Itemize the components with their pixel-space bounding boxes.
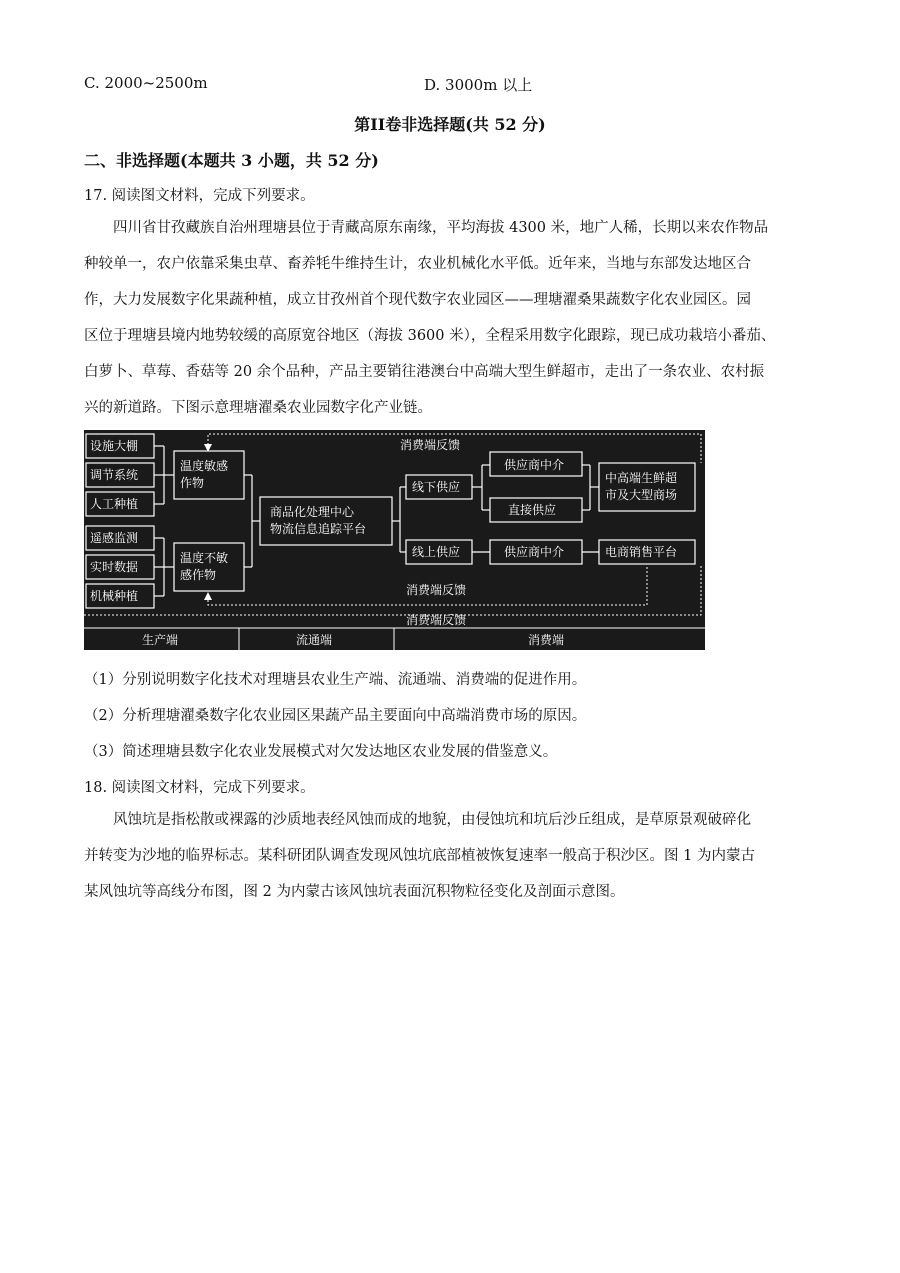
- label-facility: 设施大棚: [90, 439, 139, 453]
- label-ecommerce: 电商销售平台: [605, 545, 678, 559]
- q18-stem: 18. 阅读图文材料，完成下列要求。: [84, 780, 315, 796]
- q17-sub-3: （3）简述理塘县数字化农业发展模式对欠发达地区农业发展的借鉴意义。: [84, 744, 558, 760]
- label-crop-insensitive-2: 感作物: [180, 568, 217, 582]
- label-offline: 线下供应: [412, 480, 461, 494]
- q18-line: 某风蚀坑等高线分布图，图 2 为内蒙古该风蚀坑表面沉积物粒径变化及剖面示意图。: [84, 884, 625, 900]
- label-center-2: 物流信息追踪平台: [270, 522, 367, 536]
- industry-chain-diagram: [84, 430, 705, 650]
- label-crop-sensitive-2: 作物: [180, 476, 205, 490]
- q17-line: 白萝卜、草莓、香菇等 20 余个品种，产品主要销往港澳台中高端大型生鲜超市，走出了一条农业、农村振: [84, 364, 765, 380]
- label-market-1: 中高端生鲜超: [605, 471, 678, 485]
- label-stage-production: 生产端: [142, 633, 179, 647]
- q17-material: [84, 210, 820, 426]
- label-center-1: 商品化处理中心: [270, 505, 355, 519]
- option-c: C. 2000~2500m: [84, 74, 208, 92]
- q17-line: 区位于理塘县境内地势较缓的高原宽谷地区（海拔 3600 米），全程采用数字化跟踪，现已成功栽培小番茄、: [84, 328, 776, 344]
- label-supplier-2: 供应商中介: [504, 545, 565, 559]
- q17-line: 兴的新道路。下图示意理塘濯桑农业园数字化产业链。: [84, 400, 432, 416]
- label-crop-sensitive-1: 温度敏感: [180, 459, 229, 473]
- label-direct: 直接供应: [508, 503, 557, 517]
- label-crop-insensitive-1: 温度不敏: [180, 551, 229, 565]
- q17-stem: 17. 阅读图文材料，完成下列要求。: [84, 188, 315, 204]
- label-manual: 人工种植: [90, 497, 139, 511]
- label-feedback-bottom: 消费端反馈: [406, 613, 467, 627]
- q17-sub-1: （1）分别说明数字化技术对理塘县农业生产端、流通端、消费端的促进作用。: [84, 672, 587, 688]
- q18-line: 并转变为沙地的临界标志。某科研团队调查发现风蚀坑底部植被恢复速率一般高于积沙区。图 1 为内蒙古: [84, 848, 755, 864]
- label-online: 线上供应: [412, 545, 461, 559]
- label-market-2: 市及大型商场: [605, 488, 678, 502]
- label-realtime: 实时数据: [90, 560, 139, 574]
- q18-material: [84, 802, 820, 910]
- label-feedback-mid: 消费端反馈: [406, 583, 467, 597]
- label-supplier-1: 供应商中介: [504, 458, 565, 472]
- label-regulation: 调节系统: [90, 468, 139, 482]
- q17-line: 四川省甘孜藏族自治州理塘县位于青藏高原东南缘，平均海拔 4300 米，地广人稀，长期以来农作物品: [113, 220, 769, 236]
- label-machine: 机械种植: [90, 589, 139, 603]
- label-remote: 遥感监测: [90, 531, 139, 545]
- label-feedback-top: 消费端反馈: [400, 438, 461, 452]
- q17-sub-2: （2）分析理塘濯桑数字化农业园区果蔬产品主要面向中高端消费市场的原因。: [84, 708, 587, 724]
- q18-line: 风蚀坑是指松散或裸露的沙质地表经风蚀而成的地貌，由侵蚀坑和坑后沙丘组成，是草原景观破碎化: [113, 812, 751, 828]
- section-title: 第II卷非选择题(共 52 分): [354, 115, 546, 134]
- label-stage-circulation: 流通端: [296, 633, 333, 647]
- part-title: 二、非选择题(本题共 3 小题，共 52 分): [84, 151, 379, 170]
- option-d: D. 3000m 以上: [424, 76, 533, 94]
- label-stage-consumption: 消费端: [528, 633, 565, 647]
- q17-line: 种较单一，农户依靠采集虫草、畜养牦牛维持生计，农业机械化水平低。近年来，当地与东部发达地区合: [84, 256, 751, 272]
- q17-line: 作，大力发展数字化果蔬种植，成立甘孜州首个现代数字农业园区——理塘濯桑果蔬数字化农业园区。园: [84, 292, 751, 308]
